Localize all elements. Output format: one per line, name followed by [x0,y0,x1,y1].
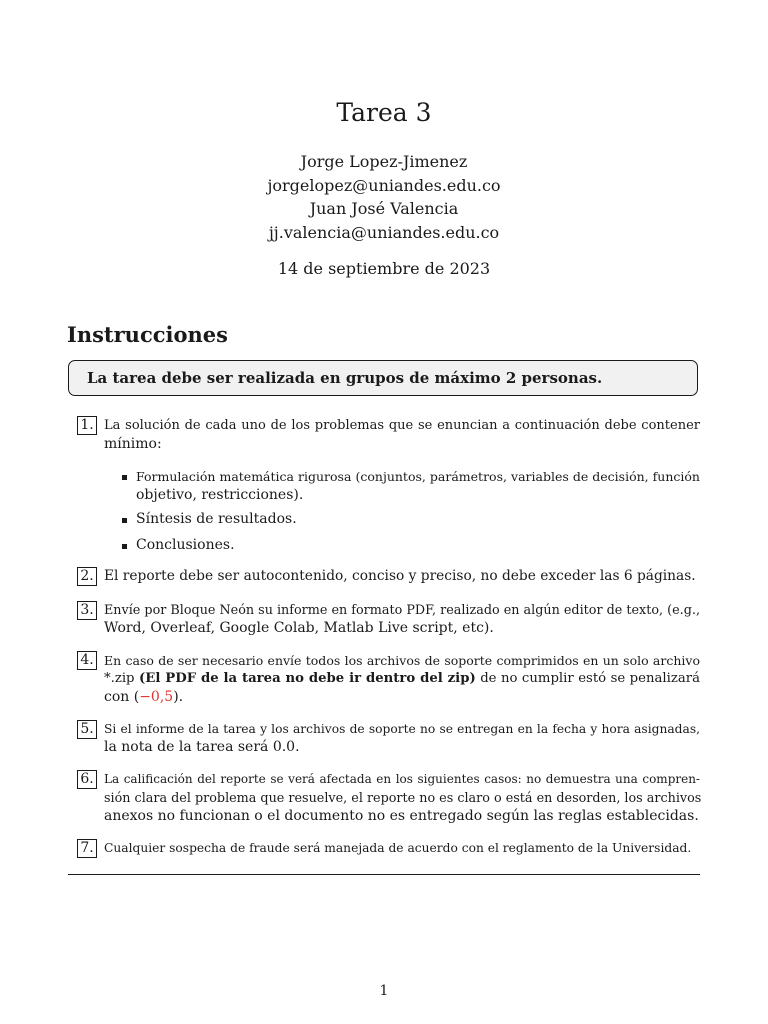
page-number: 1 [379,983,389,999]
bullet-square-icon [122,475,127,480]
bullet-square-icon [122,518,127,523]
item-number: 4. [77,651,97,670]
item-number: 5. [77,720,97,739]
item-text-line: anexos no funcionan o el documento no es entregado según las reglas establecidas. [104,808,699,824]
author-block [0,150,768,244]
notice-box [68,360,698,396]
author-email: jj.valencia@uniandes.edu.co [268,222,500,242]
item-text: con ( [104,689,140,705]
item-text: ). [173,689,184,705]
author-name: Juan José Valencia [309,199,459,218]
item-text-line: Si el informe de la tarea y los archivos de soporte no se entregan en la fecha y hora asignadas, [104,722,700,736]
item-number: 7. [77,839,97,858]
item-number: 1. [77,416,97,435]
zip-warning-text: (El PDF de la tarea no debe ir dentro del zip) [139,671,476,686]
item-text: de no cumplir estó se penalizará [475,671,701,686]
bullet-text-line: objetivo, restricciones). [136,487,304,503]
item-text-line: En caso de ser necesario envíe todos los archivos de soporte comprimidos en un solo archivo [104,653,700,668]
item-text-line: La calificación del reporte se verá afectada en los siguientes casos: no demuestra una compren- [104,772,700,786]
bullet-text-line: Conclusiones. [136,537,235,553]
item-text-line: Word, Overleaf, Google Colab, Matlab Live script, etc). [104,620,494,636]
item-text-line: Envíe por Bloque Neón su informe en formato PDF, realizado en algún editor de texto, (e.g., [104,603,700,618]
item-number: 3. [77,601,97,620]
author-email: jorgelopez@uniandes.edu.co [267,175,501,195]
item-text-line [104,669,700,688]
penalty-value: −0,5 [139,689,174,705]
document-date: 14 de septiembre de 2023 [277,259,491,278]
bullet-text-line: Formulación matemática rigurosa (conjuntos, parámetros, variables de decisión, función [136,469,700,484]
bullet-square-icon [122,544,127,549]
item-text-line: La solución de cada uno de los problemas que se enuncian a continuación debe contener [104,418,700,433]
item-text-line: mínimo: [104,436,162,452]
document-title: Tarea 3 [336,98,432,127]
item-text-line [104,688,700,707]
item-text-line: El reporte debe ser autocontenido, conciso y preciso, no debe exceder las 6 páginas. [104,568,696,584]
item-number: 2. [77,567,97,586]
item-text: *.zip [104,671,139,686]
author-name: Jorge Lopez-Jimenez [300,152,468,171]
section-divider [68,874,700,875]
item-text-line: la nota de la tarea será 0.0. [104,739,300,755]
bullet-text-line: Síntesis de resultados. [136,511,297,527]
item-text-line: Cualquier sospecha de fraude será manejada de acuerdo con el reglamento de la Universidad. [104,841,692,855]
item-text-line: sión clara del problema que resuelve, el reporte no es claro o está en desorden, los archivos [104,791,702,806]
item-number: 6. [77,770,97,789]
section-title: Instrucciones [67,322,228,347]
notice-text: La tarea debe ser realizada en grupos de máximo 2 personas. [87,369,603,387]
